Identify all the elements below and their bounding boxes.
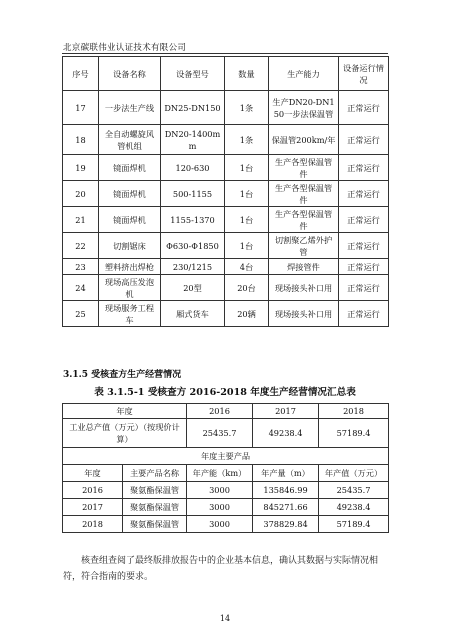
table-cell: 230/1215 <box>161 259 225 275</box>
table-cell: 1台 <box>225 155 269 181</box>
year-row <box>63 404 389 419</box>
output-value: 25435.7 <box>187 419 253 448</box>
table-cell: Φ630-Φ1850 <box>161 233 225 259</box>
table-cell: 25435.7 <box>319 482 389 499</box>
output-value: 49238.4 <box>253 419 319 448</box>
table-cell: 聚氨酯保温管 <box>123 482 187 499</box>
table-cell: 正常运行 <box>339 207 389 233</box>
table-cell: 49238.4 <box>319 499 389 516</box>
equipment-row <box>63 259 389 275</box>
output-value: 57189.4 <box>319 419 389 448</box>
table-cell: 焊接管件 <box>269 259 339 275</box>
equipment-row <box>63 91 389 125</box>
equipment-row <box>63 181 389 207</box>
table-cell: 正常运行 <box>339 275 389 301</box>
table-cell: 生产各型保温管件 <box>269 155 339 181</box>
table-cell: 正常运行 <box>339 233 389 259</box>
table-cell: 镜面焊机 <box>99 155 161 181</box>
table-cell: 2016 <box>63 482 123 499</box>
table-cell: 120-630 <box>161 155 225 181</box>
equipment-row <box>63 233 389 259</box>
table-cell: 1台 <box>225 207 269 233</box>
table-cell: 1台 <box>225 181 269 207</box>
table-cell: 20辆 <box>225 301 269 327</box>
col-header: 生产能力 <box>269 57 339 91</box>
product-col-header: 年产能（km） <box>187 465 253 482</box>
table-cell: 全自动螺旋风管机组 <box>99 125 161 155</box>
year-cell: 2017 <box>253 404 319 419</box>
table-cell: 57189.4 <box>319 516 389 533</box>
table-cell: 生产各型保温管件 <box>269 181 339 207</box>
table-cell: 一步法生产线 <box>99 91 161 125</box>
table-cell: 2017 <box>63 499 123 516</box>
output-row <box>63 419 389 448</box>
table-cell: 现场服务工程车 <box>99 301 161 327</box>
table-cell: DN25-DN150 <box>161 91 225 125</box>
table-cell: 22 <box>63 233 99 259</box>
product-row <box>63 499 389 516</box>
table-cell: 正常运行 <box>339 259 389 275</box>
table-cell: 现场接头补口用 <box>269 275 339 301</box>
product-col-header: 主要产品名称 <box>123 465 187 482</box>
table-cell: 镜面焊机 <box>99 181 161 207</box>
table-cell: 保温管200km/年 <box>269 125 339 155</box>
table-cell: 切割聚乙烯外护管 <box>269 233 339 259</box>
table-cell: 500-1155 <box>161 181 225 207</box>
product-col-header: 年产值（万元） <box>319 465 389 482</box>
table-cell: 21 <box>63 207 99 233</box>
table-cell: 镜面焊机 <box>99 207 161 233</box>
table-cell: 25 <box>63 301 99 327</box>
table-cell: 3000 <box>187 482 253 499</box>
table-cell: 2018 <box>63 516 123 533</box>
table-cell: 23 <box>63 259 99 275</box>
product-header-row <box>63 465 389 482</box>
year-cell: 2016 <box>187 404 253 419</box>
table-cell: 20型 <box>161 275 225 301</box>
table-cell: 19 <box>63 155 99 181</box>
header-company: 北京碳联伟业认证技术有限公司 <box>63 43 187 53</box>
table-cell: 切割锯床 <box>99 233 161 259</box>
table-cell: 正常运行 <box>339 91 389 125</box>
table-caption: 表 3.1.5-1 受核查方 2016-2018 年度生产经营情况汇总表 <box>94 387 356 398</box>
table-cell: 135846.99 <box>253 482 319 499</box>
col-header: 数量 <box>225 57 269 91</box>
col-header: 设备运行情况 <box>339 57 389 91</box>
output-label: 工业总产值（万元）（按现价计算） <box>63 419 187 448</box>
equipment-row <box>63 155 389 181</box>
product-row <box>63 482 389 499</box>
table-cell: 18 <box>63 125 99 155</box>
product-row <box>63 516 389 533</box>
table-cell: 厢式货车 <box>161 301 225 327</box>
products-title-row <box>63 448 389 465</box>
product-col-header: 年产量（m） <box>253 465 319 482</box>
equipment-row <box>63 301 389 327</box>
table-cell: 1条 <box>225 125 269 155</box>
year-cell: 2018 <box>319 404 389 419</box>
table-cell: DN20-1400mm <box>161 125 225 155</box>
table-cell: 4台 <box>225 259 269 275</box>
body-paragraph: 核查组查阅了最终版排放报告中的企业基本信息，确认其数据与实际情况相符，符合指南的要求。 <box>63 556 379 582</box>
table-cell: 生产DN20-DN150一步法保温管 <box>269 91 339 125</box>
table-cell: 聚氨酯保温管 <box>123 516 187 533</box>
col-header: 序号 <box>63 57 99 91</box>
col-header: 设备型号 <box>161 57 225 91</box>
table-cell: 20台 <box>225 275 269 301</box>
table-cell: 塑料挤出焊枪 <box>99 259 161 275</box>
table-cell: 20 <box>63 181 99 207</box>
page-number: 14 <box>219 614 231 623</box>
col-header: 设备名称 <box>99 57 161 91</box>
section-title: 3.1.5 受核查方生产经营情况 <box>63 370 182 380</box>
year-label: 年度 <box>63 404 187 419</box>
equipment-header-row <box>63 57 389 91</box>
table-cell: 17 <box>63 91 99 125</box>
table-cell: 378829.84 <box>253 516 319 533</box>
table-cell: 正常运行 <box>339 301 389 327</box>
table-cell: 生产各型保温管件 <box>269 207 339 233</box>
equipment-row <box>63 207 389 233</box>
summary-table <box>62 403 389 533</box>
table-cell: 845271.66 <box>253 499 319 516</box>
table-cell: 24 <box>63 275 99 301</box>
table-cell: 正常运行 <box>339 181 389 207</box>
equipment-row <box>63 275 389 301</box>
table-cell: 现场接头补口用 <box>269 301 339 327</box>
table-cell: 正常运行 <box>339 155 389 181</box>
equipment-table <box>62 56 389 327</box>
table-cell: 现场高压发泡机 <box>99 275 161 301</box>
table-cell: 正常运行 <box>339 125 389 155</box>
table-cell: 1条 <box>225 91 269 125</box>
table-cell: 1155-1370 <box>161 207 225 233</box>
table-cell: 3000 <box>187 516 253 533</box>
table-cell: 聚氨酯保温管 <box>123 499 187 516</box>
product-col-header: 年度 <box>63 465 123 482</box>
products-title: 年度主要产品 <box>63 448 389 465</box>
table-cell: 3000 <box>187 499 253 516</box>
header-divider <box>62 53 388 54</box>
equipment-row <box>63 125 389 155</box>
table-cell: 1台 <box>225 233 269 259</box>
